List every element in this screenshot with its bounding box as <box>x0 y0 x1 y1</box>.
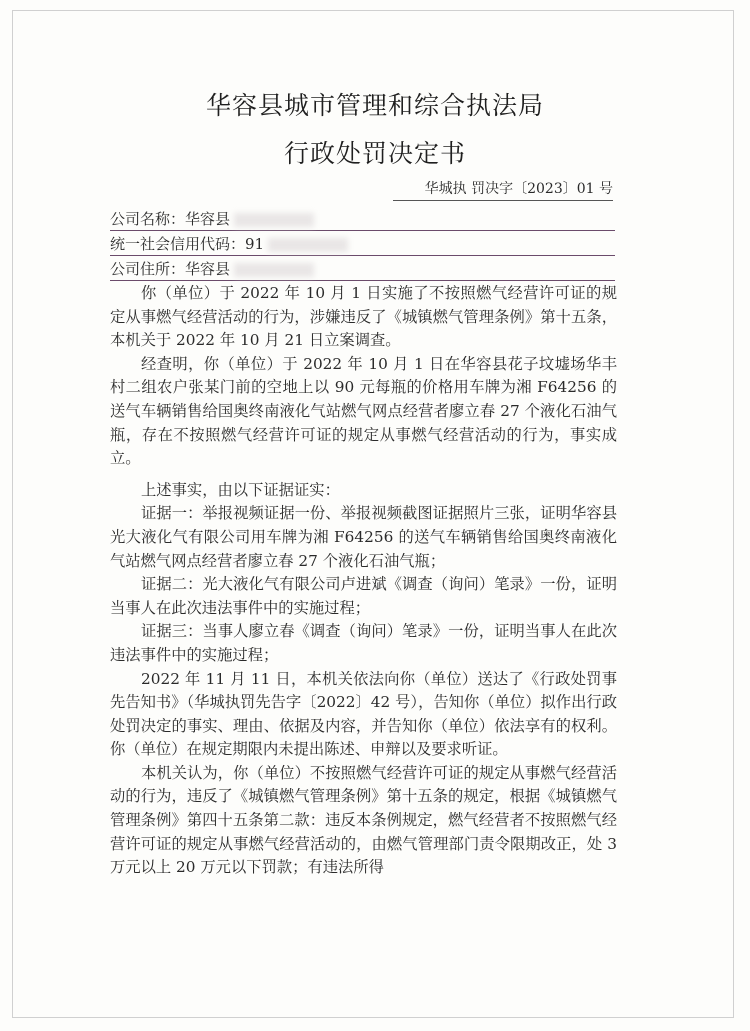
company-address-field <box>110 258 615 281</box>
company-address-text: 公司住所：华容县 <box>110 260 231 278</box>
paragraph-violation: 你（单位）于 2022 年 10 月 1 日实施了不按照燃气经营许可证的规定从事燃气经营活动的行为，涉嫌违反了《城镇燃气管理条例》第十五条，本机关于 2022 年 10 月 21 日立案调查。 <box>110 284 617 350</box>
company-name-text: 公司名称：华容县 <box>110 210 231 228</box>
paragraph-conclusion: 本机关认为，你（单位）不按照燃气经营许可证的规定从事燃气经营活动的行为，违反了《城镇燃气管理条例》第十五条的规定，根据《城镇燃气管理条例》第四十五条第二款：违反本条例规定，燃气经营者不按照燃气经营许可证的规定从事燃气经营活动的，由燃气管理部门责令限期改正，处 3 万元以上 20 万元以下罚款；有违法所得 <box>110 763 617 877</box>
redaction-blur <box>234 213 314 227</box>
redaction-blur <box>234 263 314 277</box>
paragraph-evidence-intro: 上述事实，由以下证据证实： <box>141 480 340 499</box>
paragraph-notice: 2022 年 11 月 11 日，本机关依法向你（单位）送达了《行政处罚事先告知书》（华城执罚先告字〔2022〕42 号），告知你（单位）拟作出行政处罚决定的事实、理由、依据及内容，并告知你（单位）依法享有的权利。你（单位）在规定期限内未提出陈述、申辩以及要求听证。 <box>110 669 617 759</box>
paragraph-evidence-1: 证据一：举报视频证据一份、举报视频截图证据照片三张，证明华容县光大液化气有限公司用车牌为湘 F64256 的送气车辆销售给国奥终南液化气站燃气网点经营者廖立春 27 个液化石油气瓶； <box>110 504 617 570</box>
paragraph-evidence-3: 证据三：当事人廖立春《调查（询问）笔录》一份，证明当事人在此次违法事件中的实施过程； <box>110 622 617 664</box>
redaction-blur <box>268 238 348 252</box>
credit-code-field <box>110 233 615 256</box>
agency-title: 华容县城市管理和综合执法局 <box>205 91 544 120</box>
paragraph-evidence-2: 证据二：光大液化气有限公司卢进斌《调查（询问）笔录》一份，证明当事人在此次违法事件中的实施过程； <box>110 575 617 617</box>
document-number: 华城执 罚决字〔2023〕01 号 <box>393 178 613 201</box>
document-type-title: 行政处罚决定书 <box>283 139 466 168</box>
company-name-field <box>110 208 615 231</box>
paragraph-findings: 经查明，你（单位）于 2022 年 10 月 1 日在华容县花子坟墟场华丰村二组农户张某门前的空地上以 90 元每瓶的价格用车牌为湘 F64256 的送气车辆销售给国奥终南液化气站燃气网点经营者廖立春 27 个液化石油气瓶，存在不按照燃气经营许可证的规定从事燃气经营活动的行为，事实成立。 <box>110 354 617 468</box>
credit-code-text: 统一社会信用代码：91 <box>110 235 265 253</box>
document-body <box>110 282 617 880</box>
